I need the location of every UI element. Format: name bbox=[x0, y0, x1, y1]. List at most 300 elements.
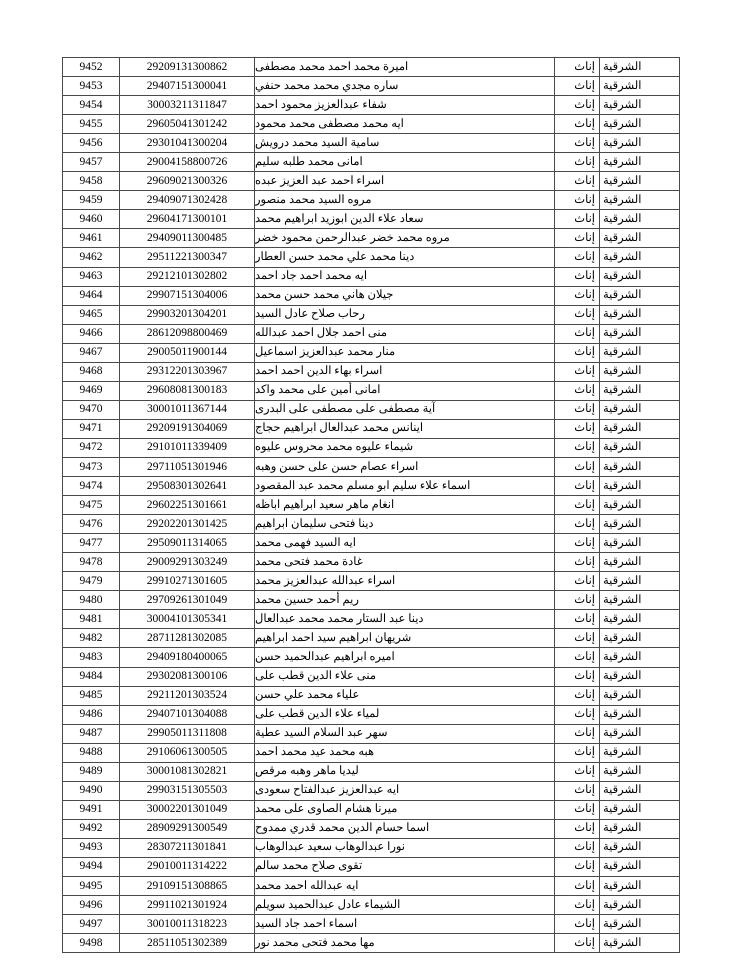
cell-applicant-name: اميرة محمد احمد محمد مصطفى bbox=[255, 58, 555, 77]
governorate-label: الشرقية bbox=[603, 289, 642, 302]
cell-applicant-name: دينا فتحى سليمان ابراهيم bbox=[255, 515, 555, 534]
table-row bbox=[63, 800, 680, 819]
cell-national-id: 29312201303967 bbox=[120, 362, 255, 381]
cell-serial-number: 9492 bbox=[63, 819, 120, 838]
governorate-label: الشرقية bbox=[603, 117, 642, 130]
cell-governorate bbox=[600, 838, 680, 857]
cell-gender bbox=[555, 438, 600, 457]
table-row bbox=[63, 419, 680, 438]
cell-gender bbox=[555, 724, 600, 743]
cell-national-id: 29005011900144 bbox=[120, 343, 255, 362]
gender-label: إناث bbox=[574, 289, 595, 302]
cell-national-id: 29106061300505 bbox=[120, 743, 255, 762]
cell-national-id: 29211201303524 bbox=[120, 686, 255, 705]
cell-serial-number: 9470 bbox=[63, 400, 120, 419]
governorate-label: الشرقية bbox=[603, 803, 642, 816]
cell-national-id: 30001011367144 bbox=[120, 400, 255, 419]
cell-serial-number: 9485 bbox=[63, 686, 120, 705]
cell-serial-number: 9496 bbox=[63, 896, 120, 915]
cell-gender bbox=[555, 781, 600, 800]
gender-label: إناث bbox=[574, 174, 595, 187]
cell-gender bbox=[555, 248, 600, 267]
cell-serial-number: 9466 bbox=[63, 324, 120, 343]
table-row bbox=[63, 667, 680, 686]
cell-national-id: 28511051302389 bbox=[120, 934, 255, 953]
cell-serial-number: 9477 bbox=[63, 534, 120, 553]
cell-national-id: 29301041300204 bbox=[120, 134, 255, 153]
cell-applicant-name: نورا عبدالوهاب سعيد عبدالوهاب bbox=[255, 838, 555, 857]
cell-serial-number: 9473 bbox=[63, 457, 120, 476]
cell-applicant-name: ايه عبدالعزيز عبدالفتاح سعودى bbox=[255, 781, 555, 800]
gender-label: إناث bbox=[574, 422, 595, 435]
cell-gender bbox=[555, 496, 600, 515]
governorate-label: الشرقية bbox=[603, 689, 642, 702]
cell-governorate bbox=[600, 629, 680, 648]
cell-applicant-name: سامية السيد محمد درويش bbox=[255, 134, 555, 153]
table-row bbox=[63, 229, 680, 248]
cell-applicant-name: منى احمد جلال احمد عبدالله bbox=[255, 324, 555, 343]
table-row bbox=[63, 477, 680, 496]
cell-serial-number: 9469 bbox=[63, 381, 120, 400]
governorate-label: الشرقية bbox=[603, 193, 642, 206]
cell-national-id: 29905011311808 bbox=[120, 724, 255, 743]
cell-national-id: 30004101305341 bbox=[120, 610, 255, 629]
cell-applicant-name: اميره ابراهيم عبدالحميد حسن bbox=[255, 648, 555, 667]
cell-governorate bbox=[600, 134, 680, 153]
cell-gender bbox=[555, 77, 600, 96]
cell-applicant-name: ايه محمد احمد جاد احمد bbox=[255, 267, 555, 286]
cell-applicant-name: ايه السيد فهمى محمد bbox=[255, 534, 555, 553]
table-row bbox=[63, 77, 680, 96]
cell-gender bbox=[555, 134, 600, 153]
gender-label: إناث bbox=[574, 689, 595, 702]
cell-governorate bbox=[600, 857, 680, 876]
cell-national-id: 28711281302085 bbox=[120, 629, 255, 648]
roster-table-container bbox=[63, 57, 680, 953]
cell-applicant-name: امانى محمد طلبه سليم bbox=[255, 153, 555, 172]
table-row bbox=[63, 915, 680, 934]
table-row bbox=[63, 686, 680, 705]
cell-gender bbox=[555, 115, 600, 134]
cell-governorate bbox=[600, 324, 680, 343]
cell-national-id: 29109151308865 bbox=[120, 877, 255, 896]
cell-governorate bbox=[600, 267, 680, 286]
cell-applicant-name: هبه محمد عيد محمد احمد bbox=[255, 743, 555, 762]
cell-governorate bbox=[600, 172, 680, 191]
cell-applicant-name: اسراء عبدالله عبدالعزيز محمد bbox=[255, 572, 555, 591]
cell-serial-number: 9491 bbox=[63, 800, 120, 819]
cell-applicant-name: دينا عبد الستار محمد محمد عبدالعال bbox=[255, 610, 555, 629]
cell-governorate bbox=[600, 248, 680, 267]
governorate-label: الشرقية bbox=[603, 612, 642, 625]
cell-gender bbox=[555, 686, 600, 705]
cell-national-id: 29608081300183 bbox=[120, 381, 255, 400]
cell-national-id: 29212101302802 bbox=[120, 267, 255, 286]
cell-governorate bbox=[600, 667, 680, 686]
governorate-label: الشرقية bbox=[603, 650, 642, 663]
table-row bbox=[63, 134, 680, 153]
cell-serial-number: 9478 bbox=[63, 553, 120, 572]
cell-serial-number: 9483 bbox=[63, 648, 120, 667]
table-row bbox=[63, 553, 680, 572]
governorate-label: الشرقية bbox=[603, 536, 642, 549]
cell-serial-number: 9490 bbox=[63, 781, 120, 800]
governorate-label: الشرقية bbox=[603, 822, 642, 835]
cell-applicant-name: شيماء عليوه محمد محروس عليوه bbox=[255, 438, 555, 457]
roster-table-body bbox=[63, 58, 680, 953]
cell-gender bbox=[555, 58, 600, 77]
governorate-label: الشرقية bbox=[603, 441, 642, 454]
cell-national-id: 30002201301049 bbox=[120, 800, 255, 819]
cell-governorate bbox=[600, 400, 680, 419]
cell-governorate bbox=[600, 229, 680, 248]
cell-governorate bbox=[600, 934, 680, 953]
table-row bbox=[63, 362, 680, 381]
cell-national-id: 29010011314222 bbox=[120, 857, 255, 876]
cell-governorate bbox=[600, 877, 680, 896]
cell-national-id: 29709261301049 bbox=[120, 591, 255, 610]
cell-serial-number: 9498 bbox=[63, 934, 120, 953]
cell-serial-number: 9464 bbox=[63, 286, 120, 305]
cell-gender bbox=[555, 553, 600, 572]
cell-national-id: 30010011318223 bbox=[120, 915, 255, 934]
cell-national-id: 30001081302821 bbox=[120, 762, 255, 781]
cell-serial-number: 9460 bbox=[63, 210, 120, 229]
cell-national-id: 29508301302641 bbox=[120, 477, 255, 496]
table-row bbox=[63, 96, 680, 115]
cell-governorate bbox=[600, 610, 680, 629]
governorate-label: الشرقية bbox=[603, 936, 642, 949]
cell-gender bbox=[555, 915, 600, 934]
cell-governorate bbox=[600, 572, 680, 591]
table-row bbox=[63, 58, 680, 77]
cell-national-id: 29511221300347 bbox=[120, 248, 255, 267]
cell-applicant-name: اسراء عصام حسن على حسن وهبه bbox=[255, 457, 555, 476]
cell-gender bbox=[555, 305, 600, 324]
cell-gender bbox=[555, 324, 600, 343]
table-row bbox=[63, 191, 680, 210]
cell-national-id: 29903151305503 bbox=[120, 781, 255, 800]
cell-national-id: 29605041301242 bbox=[120, 115, 255, 134]
table-row bbox=[63, 705, 680, 724]
cell-applicant-name: امانى أمين على محمد واكد bbox=[255, 381, 555, 400]
gender-label: إناث bbox=[574, 79, 595, 92]
governorate-label: الشرقية bbox=[603, 136, 642, 149]
cell-applicant-name: ليديا ماهر وهبه مرقص bbox=[255, 762, 555, 781]
cell-gender bbox=[555, 934, 600, 953]
applicants-roster-table bbox=[62, 57, 680, 953]
gender-label: إناث bbox=[574, 727, 595, 740]
table-row bbox=[63, 819, 680, 838]
cell-national-id: 28909291300549 bbox=[120, 819, 255, 838]
cell-national-id: 29302081300106 bbox=[120, 667, 255, 686]
cell-applicant-name: جيلان هاني محمد حسن محمد bbox=[255, 286, 555, 305]
governorate-label: الشرقية bbox=[603, 365, 642, 378]
cell-applicant-name: شفاء عبدالعزيز محمود احمد bbox=[255, 96, 555, 115]
cell-national-id: 29907151304006 bbox=[120, 286, 255, 305]
gender-label: إناث bbox=[574, 879, 595, 892]
cell-serial-number: 9457 bbox=[63, 153, 120, 172]
cell-governorate bbox=[600, 648, 680, 667]
cell-national-id: 29903201304201 bbox=[120, 305, 255, 324]
cell-serial-number: 9494 bbox=[63, 857, 120, 876]
governorate-label: الشرقية bbox=[603, 708, 642, 721]
cell-national-id: 29101011339409 bbox=[120, 438, 255, 457]
gender-label: إناث bbox=[574, 270, 595, 283]
cell-applicant-name: مها محمد فتحى محمد نور bbox=[255, 934, 555, 953]
gender-label: إناث bbox=[574, 441, 595, 454]
cell-serial-number: 9458 bbox=[63, 172, 120, 191]
cell-gender bbox=[555, 343, 600, 362]
cell-gender bbox=[555, 819, 600, 838]
cell-applicant-name: سهر عبد السلام السيد عطية bbox=[255, 724, 555, 743]
cell-serial-number: 9481 bbox=[63, 610, 120, 629]
cell-applicant-name: اسما حسام الدين محمد قدري ممدوح bbox=[255, 819, 555, 838]
governorate-label: الشرقية bbox=[603, 670, 642, 683]
gender-label: إناث bbox=[574, 384, 595, 397]
governorate-label: الشرقية bbox=[603, 155, 642, 168]
governorate-label: الشرقية bbox=[603, 422, 642, 435]
cell-governorate bbox=[600, 381, 680, 400]
cell-gender bbox=[555, 400, 600, 419]
table-row bbox=[63, 896, 680, 915]
cell-national-id: 28612098800469 bbox=[120, 324, 255, 343]
cell-serial-number: 9475 bbox=[63, 496, 120, 515]
cell-governorate bbox=[600, 553, 680, 572]
cell-applicant-name: علياء محمد علي حسن bbox=[255, 686, 555, 705]
cell-serial-number: 9454 bbox=[63, 96, 120, 115]
gender-label: إناث bbox=[574, 784, 595, 797]
cell-applicant-name: منار محمد عبدالعزيز اسماعيل bbox=[255, 343, 555, 362]
table-row bbox=[63, 153, 680, 172]
cell-serial-number: 9493 bbox=[63, 838, 120, 857]
cell-national-id: 29202201301425 bbox=[120, 515, 255, 534]
cell-serial-number: 9472 bbox=[63, 438, 120, 457]
gender-label: إناث bbox=[574, 498, 595, 511]
cell-governorate bbox=[600, 58, 680, 77]
cell-applicant-name: اسماء علاء سليم ابو مسلم محمد عبد المقصود bbox=[255, 477, 555, 496]
table-row bbox=[63, 857, 680, 876]
gender-label: إناث bbox=[574, 898, 595, 911]
cell-serial-number: 9488 bbox=[63, 743, 120, 762]
table-row bbox=[63, 877, 680, 896]
table-row bbox=[63, 343, 680, 362]
table-row bbox=[63, 629, 680, 648]
governorate-label: الشرقية bbox=[603, 479, 642, 492]
table-row bbox=[63, 648, 680, 667]
cell-national-id: 30003211311847 bbox=[120, 96, 255, 115]
table-row bbox=[63, 115, 680, 134]
governorate-label: الشرقية bbox=[603, 79, 642, 92]
cell-applicant-name: ساره مجدي محمد محمد حنفي bbox=[255, 77, 555, 96]
cell-gender bbox=[555, 572, 600, 591]
cell-applicant-name: ريم أحمد حسين محمد bbox=[255, 591, 555, 610]
gender-label: إناث bbox=[574, 517, 595, 530]
cell-governorate bbox=[600, 515, 680, 534]
gender-label: إناث bbox=[574, 765, 595, 778]
cell-governorate bbox=[600, 743, 680, 762]
cell-gender bbox=[555, 896, 600, 915]
cell-gender bbox=[555, 610, 600, 629]
cell-serial-number: 9489 bbox=[63, 762, 120, 781]
gender-label: إناث bbox=[574, 746, 595, 759]
cell-serial-number: 9468 bbox=[63, 362, 120, 381]
cell-governorate bbox=[600, 477, 680, 496]
cell-governorate bbox=[600, 686, 680, 705]
cell-gender bbox=[555, 838, 600, 857]
governorate-label: الشرقية bbox=[603, 727, 642, 740]
governorate-label: الشرقية bbox=[603, 174, 642, 187]
cell-national-id: 29407101304088 bbox=[120, 705, 255, 724]
governorate-label: الشرقية bbox=[603, 60, 642, 73]
cell-applicant-name: شريهان ابراهيم سيد احمد ابراهيم bbox=[255, 629, 555, 648]
cell-applicant-name: ايه عبدالله احمد محمد bbox=[255, 877, 555, 896]
cell-serial-number: 9497 bbox=[63, 915, 120, 934]
cell-serial-number: 9482 bbox=[63, 629, 120, 648]
cell-national-id: 29407151300041 bbox=[120, 77, 255, 96]
cell-governorate bbox=[600, 800, 680, 819]
gender-label: إناث bbox=[574, 803, 595, 816]
cell-governorate bbox=[600, 915, 680, 934]
table-row bbox=[63, 781, 680, 800]
cell-governorate bbox=[600, 77, 680, 96]
cell-national-id: 29209191304069 bbox=[120, 419, 255, 438]
table-row bbox=[63, 934, 680, 953]
cell-applicant-name: انغام ماهر سعيد ابراهيم اباظه bbox=[255, 496, 555, 515]
cell-serial-number: 9462 bbox=[63, 248, 120, 267]
cell-serial-number: 9459 bbox=[63, 191, 120, 210]
table-row bbox=[63, 286, 680, 305]
cell-serial-number: 9455 bbox=[63, 115, 120, 134]
cell-governorate bbox=[600, 705, 680, 724]
gender-label: إناث bbox=[574, 822, 595, 835]
cell-gender bbox=[555, 96, 600, 115]
gender-label: إناث bbox=[574, 98, 595, 111]
governorate-label: الشرقية bbox=[603, 879, 642, 892]
cell-applicant-name: مروه السيد محمد منصور bbox=[255, 191, 555, 210]
gender-label: إناث bbox=[574, 708, 595, 721]
cell-governorate bbox=[600, 591, 680, 610]
table-row bbox=[63, 610, 680, 629]
cell-gender bbox=[555, 877, 600, 896]
cell-serial-number: 9453 bbox=[63, 77, 120, 96]
cell-applicant-name: اسراء بهاء الدين احمد احمد bbox=[255, 362, 555, 381]
cell-gender bbox=[555, 762, 600, 781]
cell-national-id: 29509011314065 bbox=[120, 534, 255, 553]
cell-national-id: 29910271301605 bbox=[120, 572, 255, 591]
cell-gender bbox=[555, 210, 600, 229]
cell-applicant-name: الشيماء عادل عبدالحميد سويلم bbox=[255, 896, 555, 915]
table-row bbox=[63, 267, 680, 286]
cell-gender bbox=[555, 172, 600, 191]
cell-gender bbox=[555, 267, 600, 286]
cell-gender bbox=[555, 229, 600, 248]
table-row bbox=[63, 591, 680, 610]
table-row bbox=[63, 838, 680, 857]
cell-gender bbox=[555, 800, 600, 819]
cell-national-id: 29409180400065 bbox=[120, 648, 255, 667]
governorate-label: الشرقية bbox=[603, 898, 642, 911]
cell-governorate bbox=[600, 896, 680, 915]
governorate-label: الشرقية bbox=[603, 384, 642, 397]
gender-label: إناث bbox=[574, 650, 595, 663]
cell-gender bbox=[555, 419, 600, 438]
governorate-label: الشرقية bbox=[603, 631, 642, 644]
cell-governorate bbox=[600, 534, 680, 553]
governorate-label: الشرقية bbox=[603, 746, 642, 759]
table-row bbox=[63, 496, 680, 515]
cell-governorate bbox=[600, 819, 680, 838]
cell-national-id: 29609021300326 bbox=[120, 172, 255, 191]
cell-governorate bbox=[600, 724, 680, 743]
cell-applicant-name: لمياء علاء الدين قطب على bbox=[255, 705, 555, 724]
table-row bbox=[63, 172, 680, 191]
gender-label: إناث bbox=[574, 479, 595, 492]
cell-gender bbox=[555, 591, 600, 610]
cell-governorate bbox=[600, 419, 680, 438]
cell-serial-number: 9487 bbox=[63, 724, 120, 743]
cell-governorate bbox=[600, 153, 680, 172]
governorate-label: الشرقية bbox=[603, 917, 642, 930]
cell-gender bbox=[555, 477, 600, 496]
cell-national-id: 29009291303249 bbox=[120, 553, 255, 572]
governorate-label: الشرقية bbox=[603, 555, 642, 568]
cell-applicant-name: اسراء احمد عبد العزيز عبده bbox=[255, 172, 555, 191]
governorate-label: الشرقية bbox=[603, 250, 642, 263]
cell-applicant-name: اينانس محمد عبدالعال ابراهيم حجاج bbox=[255, 419, 555, 438]
governorate-label: الشرقية bbox=[603, 231, 642, 244]
table-row bbox=[63, 743, 680, 762]
table-row bbox=[63, 515, 680, 534]
cell-serial-number: 9474 bbox=[63, 477, 120, 496]
cell-serial-number: 9463 bbox=[63, 267, 120, 286]
cell-gender bbox=[555, 381, 600, 400]
cell-applicant-name: منى علاء الدين قطب على bbox=[255, 667, 555, 686]
cell-gender bbox=[555, 857, 600, 876]
cell-serial-number: 9486 bbox=[63, 705, 120, 724]
gender-label: إناث bbox=[574, 212, 595, 225]
cell-national-id: 29409071302428 bbox=[120, 191, 255, 210]
governorate-label: الشرقية bbox=[603, 860, 642, 873]
gender-label: إناث bbox=[574, 612, 595, 625]
cell-applicant-name: آية مصطفى على مصطفى على البدرى bbox=[255, 400, 555, 419]
cell-applicant-name: ايه محمد مصطفى محمد محمود bbox=[255, 115, 555, 134]
cell-serial-number: 9471 bbox=[63, 419, 120, 438]
cell-national-id: 29602251301661 bbox=[120, 496, 255, 515]
gender-label: إناث bbox=[574, 365, 595, 378]
gender-label: إناث bbox=[574, 60, 595, 73]
cell-gender bbox=[555, 153, 600, 172]
gender-label: إناث bbox=[574, 403, 595, 416]
gender-label: إناث bbox=[574, 346, 595, 359]
gender-label: إناث bbox=[574, 841, 595, 854]
cell-governorate bbox=[600, 343, 680, 362]
gender-label: إناث bbox=[574, 574, 595, 587]
governorate-label: الشرقية bbox=[603, 498, 642, 511]
cell-gender bbox=[555, 667, 600, 686]
table-row bbox=[63, 381, 680, 400]
table-row bbox=[63, 305, 680, 324]
cell-national-id: 29911021301924 bbox=[120, 896, 255, 915]
gender-label: إناث bbox=[574, 136, 595, 149]
gender-label: إناث bbox=[574, 327, 595, 340]
gender-label: إناث bbox=[574, 231, 595, 244]
governorate-label: الشرقية bbox=[603, 841, 642, 854]
cell-governorate bbox=[600, 781, 680, 800]
cell-applicant-name: اسماء احمد جاد السيد bbox=[255, 915, 555, 934]
gender-label: إناث bbox=[574, 308, 595, 321]
cell-serial-number: 9495 bbox=[63, 877, 120, 896]
